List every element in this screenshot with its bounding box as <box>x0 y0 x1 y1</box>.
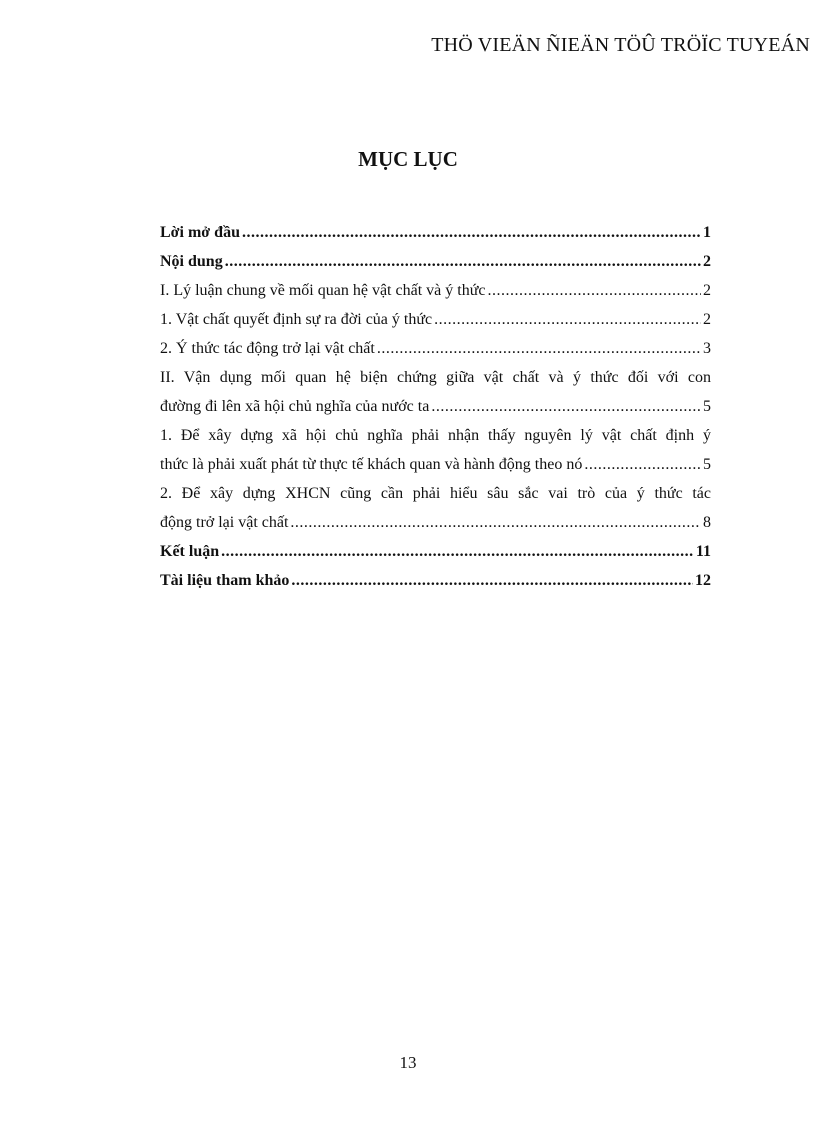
toc-entry-ly-luan-chung[interactable] <box>160 276 711 305</box>
running-header: THÖ VIEÄN ÑIEÄN TÖÛ TRÖÏC TUYEÁN <box>431 34 810 56</box>
dot-leader <box>290 508 701 537</box>
toc-entry-y-thuc-tac-dong[interactable] <box>160 334 711 363</box>
toc-entry-page: 5 <box>703 398 711 415</box>
toc-entry-title: đường đi lên xã hội chủ nghĩa của nước ta <box>160 398 430 415</box>
toc-entry-de-xay-dung-xhcn-2[interactable] <box>160 479 711 537</box>
toc-entry-title: Lời mở đầu <box>160 224 240 241</box>
toc-entry-page: 1 <box>703 224 711 241</box>
toc-entry-ket-luan[interactable] <box>160 537 711 566</box>
toc-entry-title: I. Lý luận chung về mối quan hệ vật chất và ý thức <box>160 282 486 299</box>
toc-entry-page: 2 <box>703 282 711 299</box>
toc-entry-page: 12 <box>695 572 711 589</box>
dot-leader <box>242 218 701 247</box>
toc-entry-de-xay-dung-xhcn-1[interactable] <box>160 421 711 479</box>
toc-entry-title: Tài liệu tham khảo <box>160 572 290 589</box>
toc-entry-vat-chat-quyet-dinh[interactable] <box>160 305 711 334</box>
toc-entry-title: 2. Ý thức tác động trở lại vật chất <box>160 340 375 357</box>
page-number: 13 <box>399 1053 417 1072</box>
toc-entry-tai-lieu-tham-khao[interactable] <box>160 566 711 595</box>
dot-leader <box>584 450 701 479</box>
toc-entry-page: 11 <box>695 543 711 560</box>
toc-entry-page: 8 <box>703 514 711 531</box>
toc-entry-title-line1: 1. Để xây dựng xã hội chủ nghĩa phải nhận thấy nguyên lý vật chất định ý <box>160 427 711 444</box>
toc-entry-title: thức là phải xuất phát từ thực tế khách quan và hành động theo nó <box>160 456 583 473</box>
toc-entry-page: 3 <box>703 340 711 357</box>
toc-entry-title: Nội dung <box>160 253 223 270</box>
toc-entry-title-line1: 2. Để xây dựng XHCN cũng cần phải hiểu sâu sắc vai trò của ý thức tác <box>160 485 711 502</box>
toc-title: MỤC LỤC <box>358 147 458 171</box>
toc-entry-title: 1. Vật chất quyết định sự ra đời của ý thức <box>160 311 433 328</box>
dot-leader <box>431 392 701 421</box>
toc-entry-page: 2 <box>703 311 711 328</box>
dot-leader <box>487 276 701 305</box>
dot-leader <box>225 247 701 276</box>
table-of-contents <box>160 218 711 595</box>
toc-entry-loi-mo-dau[interactable] <box>160 218 711 247</box>
toc-entry-title-line1: II. Vận dụng mối quan hệ biện chứng giữa vật chất và ý thức đối với con <box>160 369 711 386</box>
dot-leader <box>221 537 694 566</box>
toc-entry-page: 2 <box>703 253 711 270</box>
toc-entry-van-dung[interactable] <box>160 363 711 421</box>
dot-leader <box>377 334 701 363</box>
dot-leader <box>291 566 693 595</box>
toc-entry-noi-dung[interactable] <box>160 247 711 276</box>
toc-entry-title: Kết luận <box>160 543 220 560</box>
toc-entry-page: 5 <box>703 456 711 473</box>
dot-leader <box>434 305 701 334</box>
toc-entry-title: động trở lại vật chất <box>160 514 289 531</box>
